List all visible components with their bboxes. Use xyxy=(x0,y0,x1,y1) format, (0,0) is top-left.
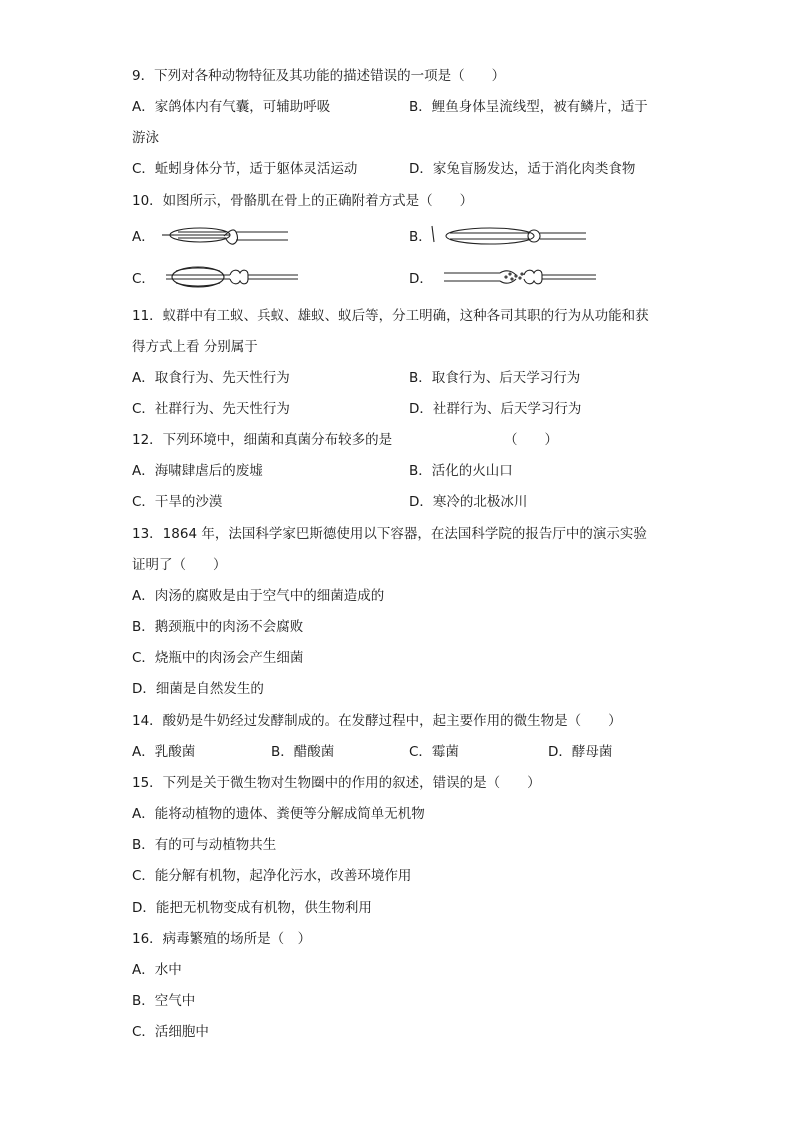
q13-stem-cont: 证明了（ ） xyxy=(132,557,227,573)
q13-option-b: B．鹅颈瓶中的肉汤不会腐败 xyxy=(132,619,304,635)
q10-figure-a xyxy=(160,222,290,252)
q15-option-d: D．能把无机物变成有机物，供生物利用 xyxy=(132,900,372,916)
q11-option-a: A．取食行为、先天性行为 xyxy=(132,370,290,386)
q9-option-a: A．家鸽体内有气囊，可辅助呼吸 xyxy=(132,99,331,115)
q15-stem: 15．下列是关于微生物对生物圈中的作用的叙述，错误的是（ ） xyxy=(132,775,541,791)
q12-option-d: D．寒冷的北极冰川 xyxy=(409,494,528,510)
q11-option-b: B．取食行为、后天学习行为 xyxy=(409,370,581,386)
q9-stem: 9．下列对各种动物特征及其功能的描述错误的一项是（ ） xyxy=(132,68,506,84)
q10-stem: 10．如图所示，骨骼肌在骨上的正确附着方式是（ ） xyxy=(132,193,474,209)
q10-option-b-label: B． xyxy=(409,229,432,245)
q14-option-d: D．酵母菌 xyxy=(548,744,613,760)
q9-option-b-cont: 游泳 xyxy=(132,130,159,146)
q10-figure-c xyxy=(160,263,300,293)
q12-stem: 12．下列环境中，细菌和真菌分布较多的是 xyxy=(132,432,393,448)
q12-option-a: A．海啸肆虐后的废墟 xyxy=(132,463,263,479)
q13-stem: 13．1864 年，法国科学家巴斯德使用以下容器，在法国科学院的报告厅中的演示实验 xyxy=(132,526,647,542)
q12-option-c: C．干旱的沙漠 xyxy=(132,494,223,510)
q13-option-d: D．细菌是自然发生的 xyxy=(132,681,264,697)
q9-option-c: C．蚯蚓身体分节，适于躯体灵活运动 xyxy=(132,161,358,177)
q11-option-d: D．社群行为、后天学习行为 xyxy=(409,401,582,417)
q14-option-c: C．霉菌 xyxy=(409,744,459,760)
q10-option-c-label: C． xyxy=(132,271,155,287)
q15-option-c: C．能分解有机物，起净化污水，改善环境作用 xyxy=(132,868,412,884)
q15-option-a: A．能将动植物的遗体、粪便等分解成简单无机物 xyxy=(132,806,425,822)
q16-stem: 16．病毒繁殖的场所是（ ） xyxy=(132,931,312,947)
q10-figure-d xyxy=(440,263,600,293)
q9-option-b: B．鲤鱼身体呈流线型，被有鳞片，适于 xyxy=(409,99,648,115)
q12-bracket: （ ） xyxy=(504,432,558,448)
q11-stem-cont: 得方式上看 分别属于 xyxy=(132,339,258,355)
q16-option-b: B．空气中 xyxy=(132,993,196,1009)
q16-option-a: A．水中 xyxy=(132,962,182,978)
q13-option-a: A．肉汤的腐败是由于空气中的细菌造成的 xyxy=(132,588,385,604)
q14-stem: 14．酸奶是牛奶经过发酵制成的。在发酵过程中，起主要作用的微生物是（ ） xyxy=(132,713,622,729)
q11-stem: 11．蚁群中有工蚁、兵蚁、雄蚁、蚁后等，分工明确，这种各司其职的行为从功能和获 xyxy=(132,308,649,324)
q12-option-b: B．活化的火山口 xyxy=(409,463,513,479)
q11-option-c: C．社群行为、先天性行为 xyxy=(132,401,290,417)
q15-option-b: B．有的可与动植物共生 xyxy=(132,837,277,853)
q13-option-c: C．烧瓶中的肉汤会产生细菌 xyxy=(132,650,304,666)
q9-option-d: D．家兔盲肠发达，适于消化肉类食物 xyxy=(409,161,636,177)
q16-option-c: C．活细胞中 xyxy=(132,1024,209,1040)
q14-option-a: A．乳酸菌 xyxy=(132,744,196,760)
q10-figure-b xyxy=(430,222,590,252)
q10-option-a-label: A． xyxy=(132,229,155,245)
q14-option-b: B．醋酸菌 xyxy=(271,744,335,760)
q10-option-d-label: D． xyxy=(409,271,433,287)
